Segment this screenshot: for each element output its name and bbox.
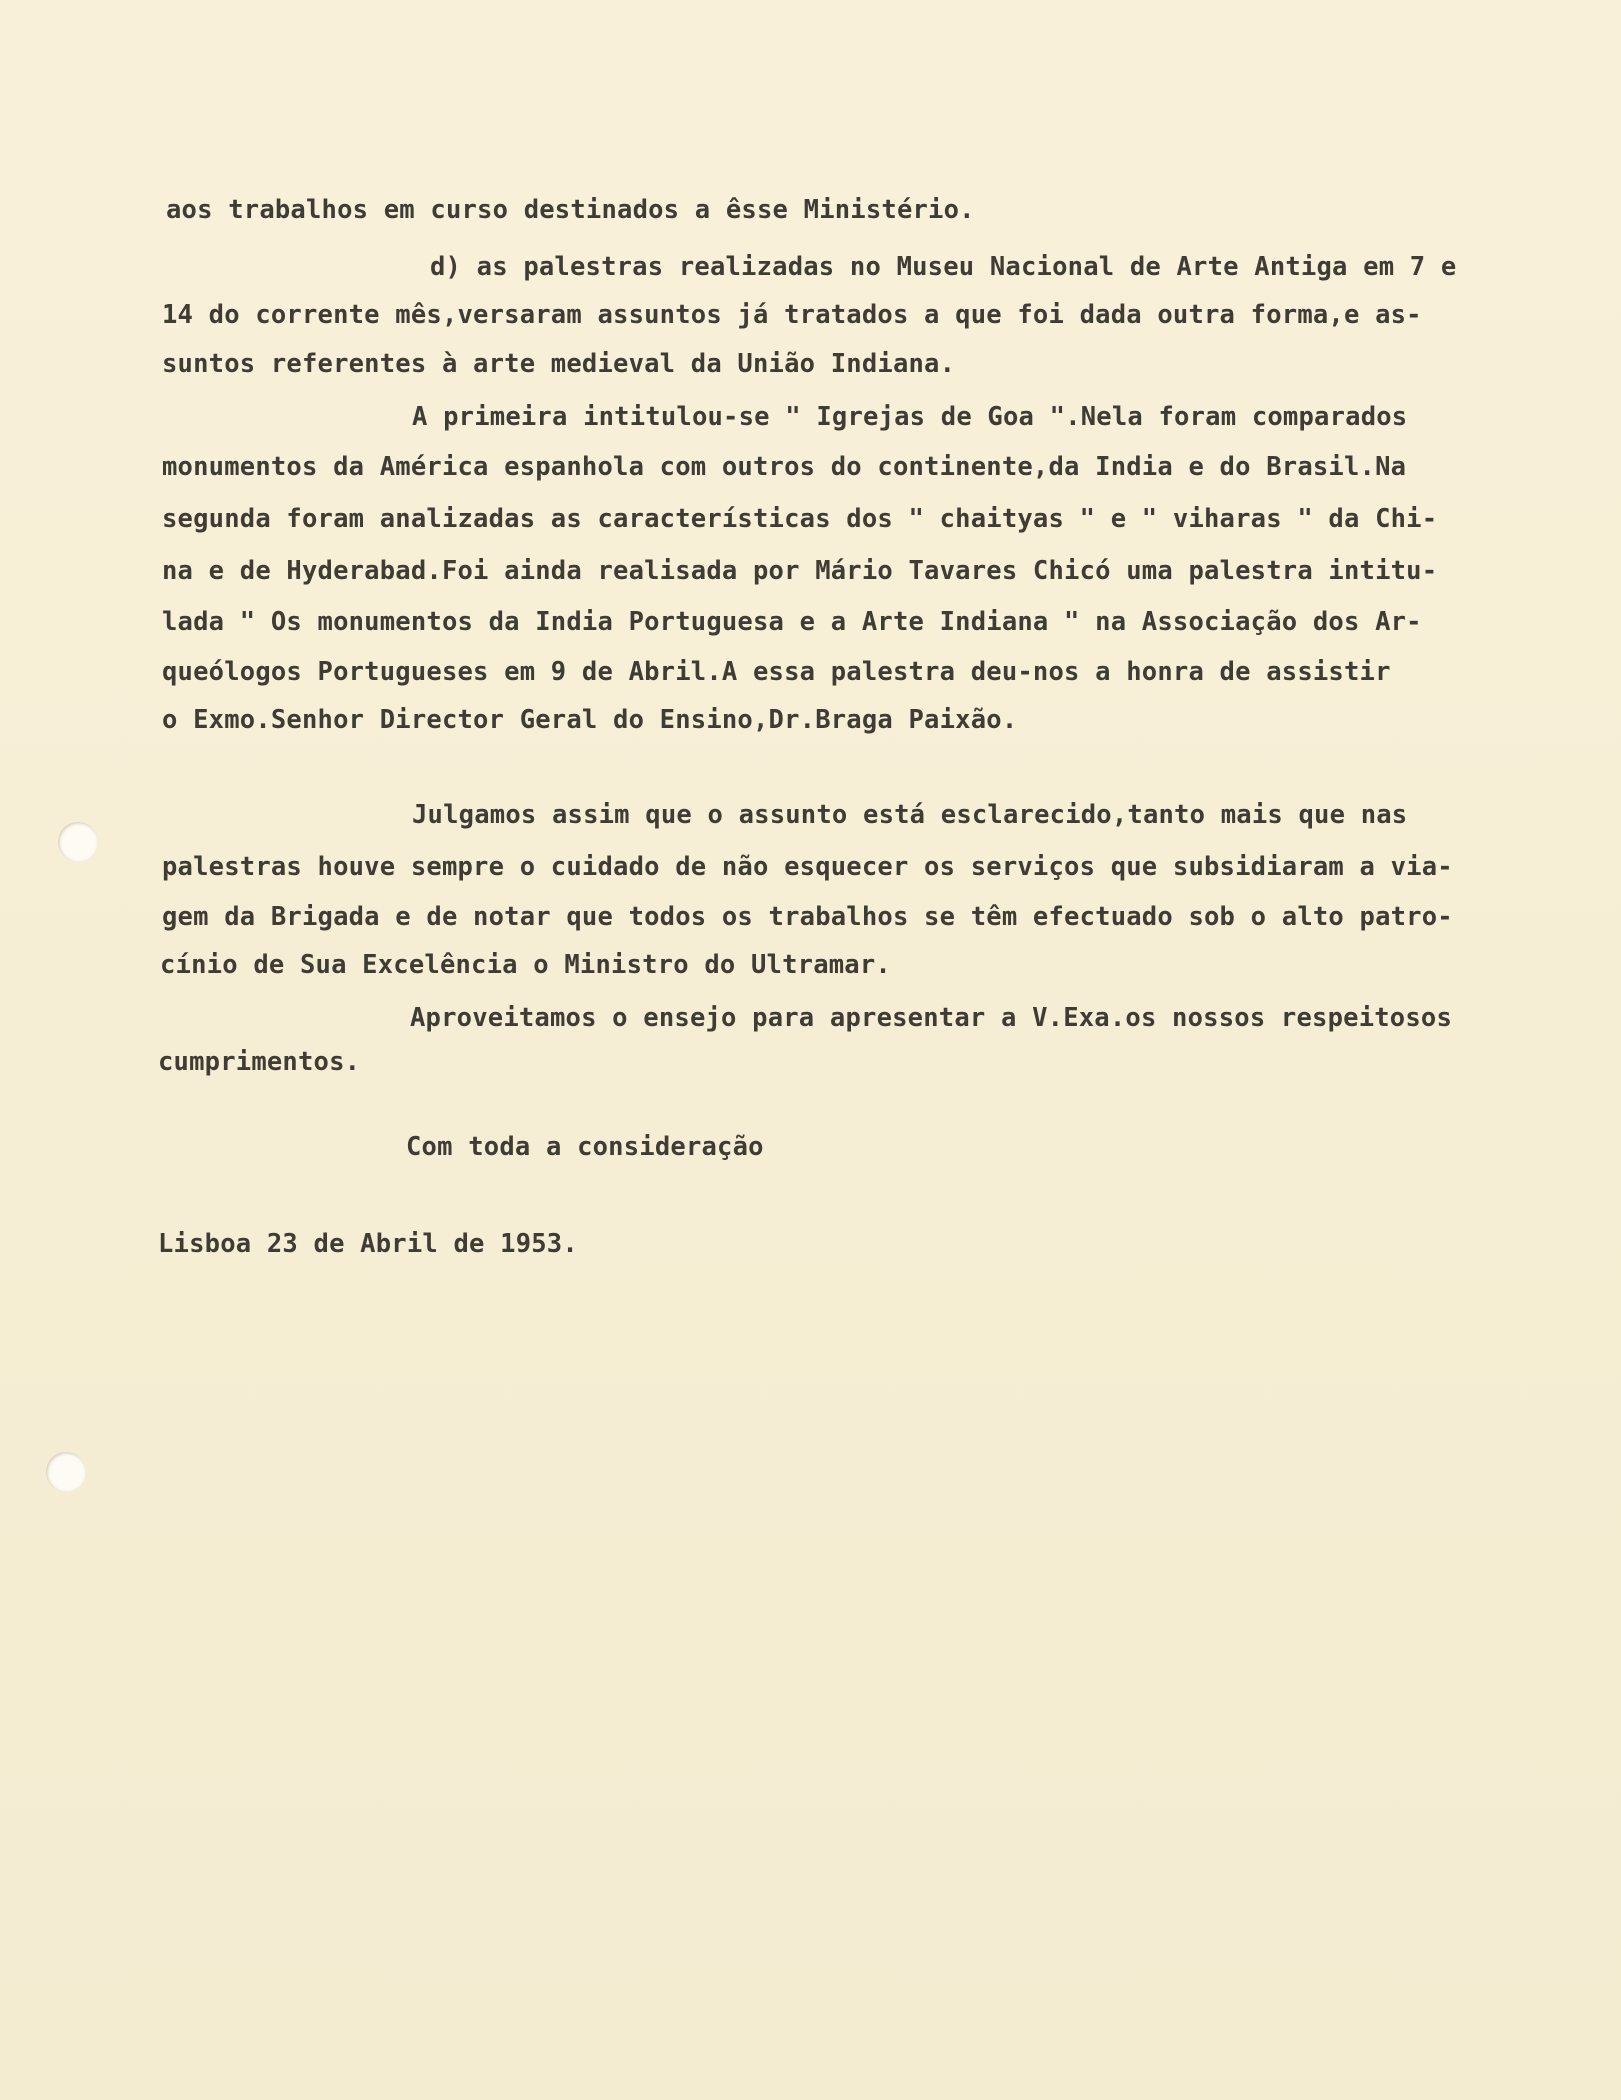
text-line: lada " Os monumentos da India Portuguesa e a Arte Indiana " na Associação dos Ar- [162,607,1422,637]
text-line: suntos referentes à arte medieval da União Indiana. [162,349,956,379]
text-line: monumentos da América espanhola com outros do continente,da India e do Brasil.Na [162,452,1407,482]
closing-salutation: Com toda a consideração [406,1132,764,1162]
text-line: aos trabalhos em curso destinados a êsse Ministério. [166,195,975,225]
text-line: d) as palestras realizadas no Museu Nacional de Arte Antiga em 7 e [430,252,1457,282]
text-line: gem da Brigada e de notar que todos os trabalhos se têm efectuado sob o alto patro- [162,902,1453,932]
text-line: 14 do corrente mês,versaram assuntos já tratados a que foi dada outra forma,e as- [162,300,1422,330]
punch-hole-upper [58,822,98,862]
text-line: segunda foram analizadas as características dos " chaityas " e " viharas " da Chi- [162,504,1438,534]
date-line: Lisboa 23 de Abril de 1953. [158,1229,578,1259]
text-line: cumprimentos. [158,1047,361,1077]
text-line: A primeira intitulou-se " Igrejas de Goa ".Nela foram comparados [412,402,1408,432]
text-line: Julgamos assim que o assunto está esclarecido,tanto mais que nas [412,800,1408,830]
punch-hole-lower [46,1452,86,1492]
text-line: o Exmo.Senhor Director Geral do Ensino,Dr.Braga Paixão. [162,705,1018,735]
text-line: Aproveitamos o ensejo para apresentar a V.Exa.os nossos respeitosos [410,1003,1453,1033]
text-line: na e de Hyderabad.Foi ainda realisada por Mário Tavares Chicó uma palestra intitu- [162,556,1438,586]
text-line: cínio de Sua Excelência o Ministro do Ultramar. [160,950,891,980]
text-line: queólogos Portugueses em 9 de Abril.A essa palestra deu-nos a honra de assistir [162,657,1391,687]
text-line: palestras houve sempre o cuidado de não esquecer os serviços que subsidiaram a via- [162,852,1453,882]
